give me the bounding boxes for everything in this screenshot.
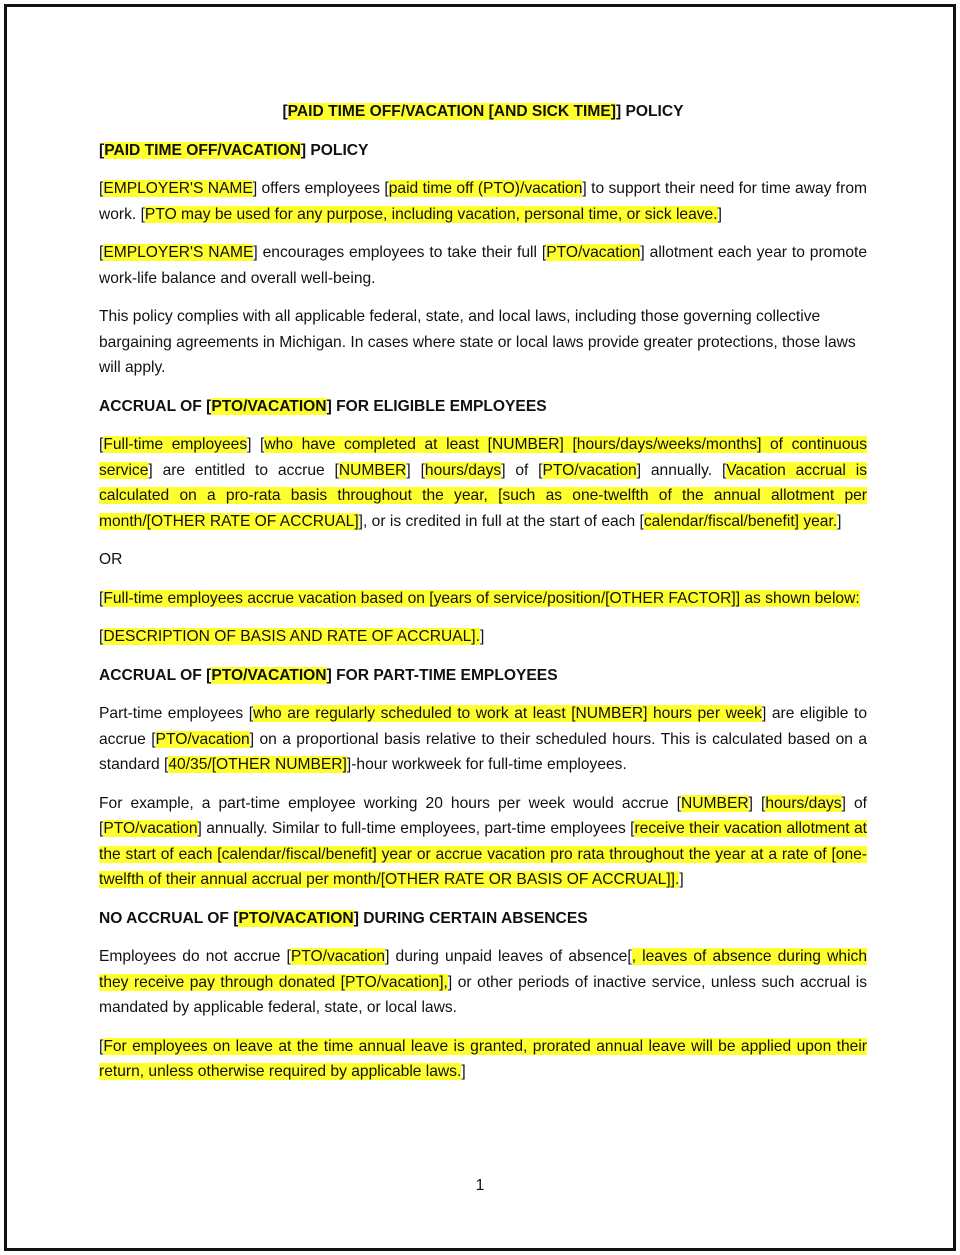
section-heading-accrual-eligible: ACCRUAL OF [PTO/VACATION] FOR ELIGIBLE EMPLOYEES bbox=[99, 397, 547, 415]
document-title: [PAID TIME OFF/VACATION [AND SICK TIME]] POLICY bbox=[282, 103, 684, 120]
paragraph: [For employees on leave at the time annual leave is granted, prorated annual leave will be applied upon their return, unless otherwise required by applicable laws.] bbox=[99, 1037, 867, 1080]
paragraph: [DESCRIPTION OF BASIS AND RATE OF ACCRUAL].] bbox=[99, 628, 485, 645]
document-page bbox=[4, 4, 956, 1251]
paragraph: [EMPLOYER'S NAME] offers employees [paid time off (PTO)/vacation] to support their need for time away from work. [PTO may be used for any purpose, including vacation, personal time, or sick leave.] bbox=[99, 180, 867, 223]
section-heading-accrual-part-time: ACCRUAL OF [PTO/VACATION] FOR PART-TIME EMPLOYEES bbox=[99, 666, 558, 684]
paragraph: This policy complies with all applicable federal, state, and local laws, including those governing collective bargaining agreements in Michigan. In cases where state or local laws provide greater protections, those laws will apply. bbox=[99, 308, 856, 376]
section-heading-policy: [PAID TIME OFF/VACATION] POLICY bbox=[99, 141, 369, 159]
section-heading-no-accrual: NO ACCRUAL OF [PTO/VACATION] DURING CERTAIN ABSENCES bbox=[99, 909, 588, 927]
paragraph: Employees do not accrue [PTO/vacation] during unpaid leaves of absence[, leaves of absence during which they receive pay through donated [PTO/vacation],] or other periods of inactive service, unless such accrual is mandated by applicable federal, state, or local laws. bbox=[99, 948, 867, 1016]
paragraph: [Full-time employees accrue vacation based on [years of service/position/[OTHER FACTOR]] as shown below: bbox=[99, 589, 860, 607]
paragraph: Part-time employees [who are regularly scheduled to work at least [NUMBER] hours per week] are eligible to accrue [PTO/vacation] on a proportional basis relative to their scheduled hours. This is calculated based on a standard [40/35/[OTHER NUMBER]]-hour workweek for full-time employees. bbox=[99, 705, 867, 773]
paragraph: For example, a part-time employee working 20 hours per week would accrue [NUMBER] [hours/days] of [PTO/vacation] annually. Similar to full-time employees, part-time employees [receive their vacation allotment at the start of each [calendar/fiscal/benefit] year or accrue vacation pro rata throughout the year at a rate of [one-twelfth of their annual accrual per month/[OTHER RATE OR BASIS OF ACCRUAL]].] bbox=[99, 794, 868, 888]
page-number: 1 bbox=[475, 1177, 485, 1194]
paragraph: [Full-time employees] [who have completed at least [NUMBER] [hours/days/weeks/months] of continuous service] are entitled to accrue [NUMBER] [hours/days] of [PTO/vacation] annually. [Vacation accrual is calculated on a pro-rata basis throughout the year, [such as one-twelfth of the annual allotment per month/[OTHER RATE OF ACCRUAL]], or is credited in full at the start of each [calendar/fiscal/benefit] year.] bbox=[99, 436, 868, 530]
document-body bbox=[99, 99, 867, 1098]
paragraph: [EMPLOYER'S NAME] encourages employees to take their full [PTO/vacation] allotment each year to promote work-life balance and overall well-being. bbox=[99, 244, 867, 287]
paragraph-or: OR bbox=[99, 551, 123, 568]
